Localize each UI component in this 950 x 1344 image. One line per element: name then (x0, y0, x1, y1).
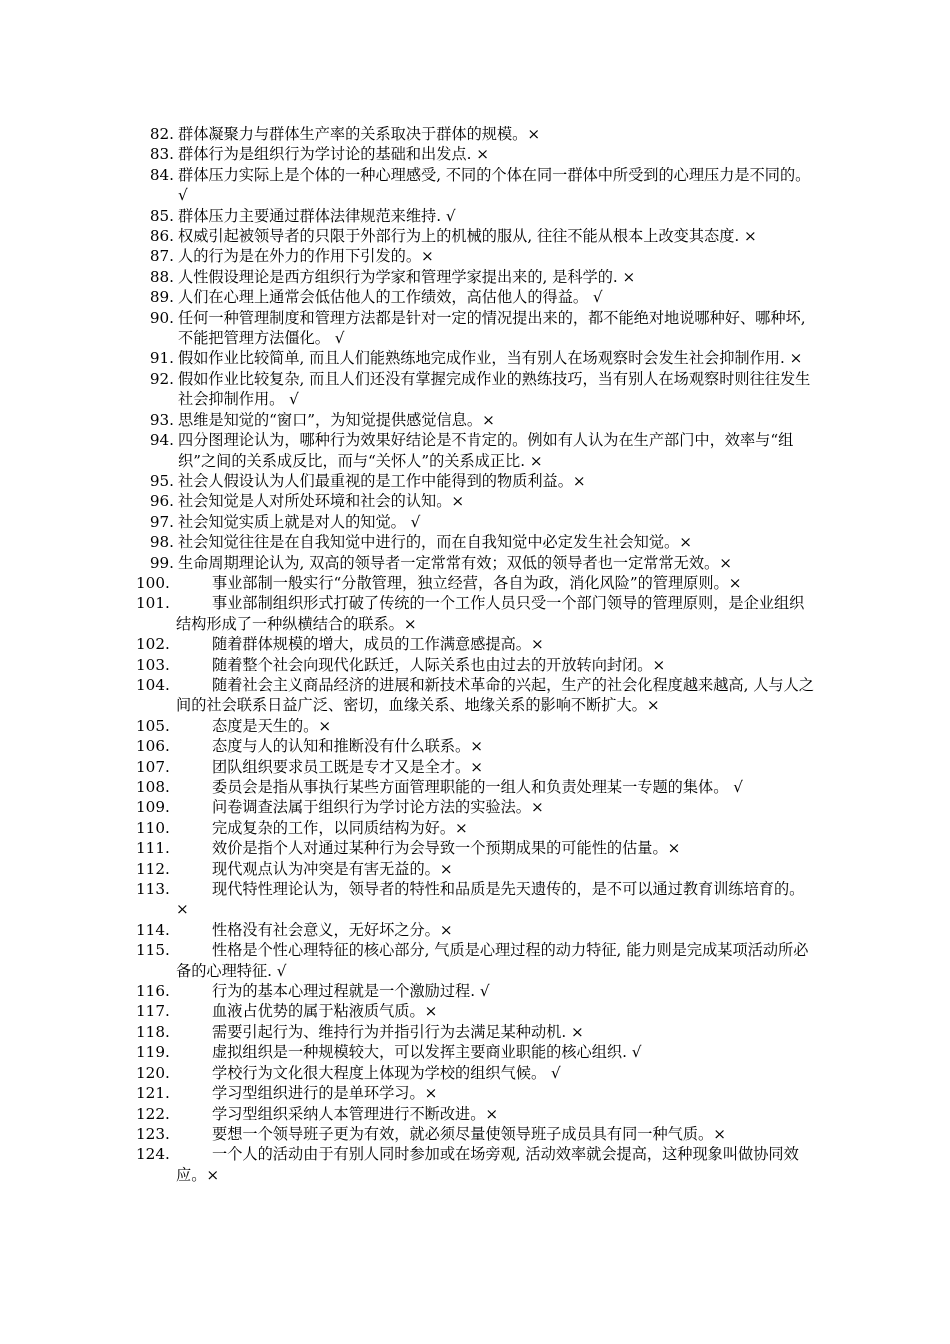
list-item (136, 1144, 816, 1185)
item-statement: 人的行为是在外力的作用下引发的。× (178, 247, 434, 266)
list-item (136, 1104, 816, 1124)
list-item (136, 655, 816, 675)
item-statement: 团队组织要求员工既是专才又是全才。× (212, 757, 483, 776)
list-item (136, 1022, 816, 1042)
item-statement: 问卷调查法属于组织行为学讨论方法的实验法。× (212, 798, 544, 817)
item-number: 98. (149, 533, 174, 552)
item-number: 99. (149, 553, 174, 572)
item-statement: 假如作业比较简单, 而且人们能熟练地完成作业，当有别人在场观察时会发生社会抑制作用. × (178, 349, 803, 368)
list-item (136, 430, 816, 471)
list-item (136, 553, 816, 573)
item-statement: 学校行为文化很大程度上体现为学校的组织气候。 √ (212, 1063, 561, 1082)
list-item (136, 206, 816, 226)
list-item (136, 1063, 816, 1083)
list-item (136, 940, 816, 981)
item-number: 96. (149, 492, 174, 511)
list-item (136, 226, 816, 246)
item-number: 115. (136, 941, 170, 960)
list-item (136, 797, 816, 817)
item-number: 101. (136, 594, 170, 613)
item-statement: 随着整个社会向现代化跃迁，人际关系也由过去的开放转向封闭。× (212, 655, 666, 674)
item-statement: 随着群体规模的增大，成员的工作满意感提高。× (212, 635, 544, 654)
item-number: 105. (136, 716, 170, 735)
item-number: 82. (149, 125, 174, 143)
item-number: 118. (136, 1022, 170, 1041)
item-statement: 事业部制组织形式打破了传统的一个工作人员只受一个部门领导的管理原则，是企业组织结构形成了一种纵横结合的联系。× (176, 594, 805, 633)
item-statement: 虚拟组织是一种规模较大，可以发挥主要商业职能的核心组织. √ (212, 1043, 642, 1062)
item-number: 110. (136, 818, 170, 837)
true-false-answer-list (136, 124, 816, 1185)
list-item (136, 246, 816, 266)
item-number: 106. (136, 737, 170, 756)
item-number: 121. (136, 1084, 170, 1103)
item-statement: 态度是天生的。× (212, 716, 332, 735)
item-number: 87. (149, 247, 174, 266)
item-statement: 思维是知觉的“窗口”，为知觉提供感觉信息。× (178, 410, 495, 429)
item-number: 104. (136, 675, 170, 694)
item-number: 102. (136, 635, 170, 654)
item-statement: 权威引起被领导者的只限于外部行为上的机械的服从, 往往不能从根本上改变其态度. × (178, 227, 757, 246)
item-statement: 完成复杂的工作，以同质结构为好。× (212, 818, 468, 837)
list-item (136, 1124, 816, 1144)
item-number: 93. (149, 410, 174, 429)
list-item (136, 981, 816, 1001)
list-item (136, 267, 816, 287)
item-number: 92. (149, 369, 174, 388)
item-number: 123. (136, 1124, 170, 1143)
item-number: 95. (149, 471, 174, 490)
item-statement: 社会人假设认为人们最重视的是工作中能得到的物质利益。× (178, 471, 586, 490)
list-item (136, 777, 816, 797)
item-statement: 现代观点认为冲突是有害无益的。× (212, 859, 453, 878)
list-item (136, 532, 816, 552)
item-number: 111. (136, 839, 170, 858)
item-statement: 效价是指个人对通过某种行为会导致一个预期成果的可能性的估量。× (212, 839, 681, 858)
item-number: 94. (149, 431, 174, 450)
item-number: 83. (149, 145, 174, 164)
item-statement: 学习型组织进行的是单环学习。× (212, 1084, 438, 1103)
list-item (136, 144, 816, 164)
item-statement: 社会知觉往往是在自我知觉中进行的，而在自我知觉中必定发生社会知觉。× (178, 533, 692, 552)
item-statement: 要想一个领导班子更为有效，就必须尽量使领导班子成员具有同一种气质。× (212, 1124, 726, 1143)
list-item (136, 716, 816, 736)
item-number: 86. (149, 227, 174, 246)
item-number: 97. (149, 512, 174, 531)
item-statement: 态度与人的认知和推断没有什么联系。× (212, 737, 483, 756)
list-item (136, 634, 816, 654)
list-item (136, 287, 816, 307)
list-item (136, 165, 816, 206)
list-item (136, 818, 816, 838)
item-number: 85. (149, 206, 174, 225)
item-number: 114. (136, 920, 170, 939)
item-statement: 群体压力实际上是个体的一种心理感受, 不同的个体在同一群体中所受到的心理压力是不同的。 √ (178, 165, 811, 205)
item-statement: 一个人的活动由于有别人同时参加或在场旁观, 活动效率就会提高，这种现象叫做协同效应。× (176, 1145, 799, 1184)
list-item (136, 593, 816, 634)
item-statement: 性格是个性心理特征的核心部分, 气质是心理过程的动力特征, 能力则是完成某项活动所必备的心理特征. √ (176, 941, 809, 980)
item-statement: 现代特性理论认为，领导者的特性和品质是先天遗传的，是不可以通过教育训练培育的。× (176, 880, 805, 919)
item-statement: 群体行为是组织行为学讨论的基础和出发点. × (178, 145, 489, 164)
list-item (136, 1083, 816, 1103)
item-statement: 事业部制一般实行“分散管理，独立经营，各自为政，消化风险”的管理原则。× (212, 573, 742, 592)
list-item (136, 348, 816, 368)
item-statement: 人们在心理上通常会低估他人的工作绩效，高估他人的得益。 √ (178, 288, 603, 307)
item-statement: 行为的基本心理过程就是一个激励过程. √ (212, 982, 490, 1001)
item-number: 119. (136, 1043, 170, 1062)
item-number: 113. (136, 880, 170, 899)
item-number: 89. (149, 288, 174, 307)
item-statement: 任何一种管理制度和管理方法都是针对一定的情况提出来的，都不能绝对地说哪种好、哪种坏, 不能把管理方法僵化。 √ (178, 308, 806, 348)
list-item (136, 308, 816, 349)
item-number: 107. (136, 757, 170, 776)
item-statement: 社会知觉是人对所处环境和社会的认知。× (178, 492, 465, 511)
item-number: 120. (136, 1063, 170, 1082)
list-item (136, 573, 816, 593)
item-number: 91. (149, 349, 174, 368)
item-number: 112. (136, 859, 170, 878)
list-item (136, 124, 816, 144)
item-statement: 四分图理论认为，哪种行为效果好结论是不肯定的。例如有人认为在生产部门中，效率与“组织”之间的关系成反比，而与“关怀人”的关系成正比. × (178, 431, 794, 470)
list-item (136, 471, 816, 491)
item-statement: 群体凝聚力与群体生产率的关系取决于群体的规模。× (178, 125, 541, 143)
item-statement: 群体压力主要通过群体法律规范来维持. √ (178, 206, 456, 225)
item-number: 108. (136, 778, 170, 796)
item-number: 88. (149, 267, 174, 286)
item-number: 84. (149, 165, 174, 184)
item-statement: 假如作业比较复杂, 而且人们还没有掌握完成作业的熟练技巧，当有别人在场观察时则往往发生社会抑制作用。 √ (178, 369, 811, 409)
list-item (136, 491, 816, 511)
list-item (136, 838, 816, 858)
item-number: 122. (136, 1104, 170, 1123)
list-item (136, 736, 816, 756)
item-statement: 委员会是指从事执行某些方面管理职能的一组人和负责处理某一专题的集体。 √ (212, 778, 743, 796)
item-number: 100. (136, 573, 170, 592)
list-item (136, 920, 816, 940)
list-item (136, 369, 816, 410)
list-item (136, 410, 816, 430)
item-number: 90. (149, 308, 174, 327)
item-statement: 性格没有社会意义，无好坏之分。× (212, 920, 453, 939)
list-item (136, 757, 816, 777)
item-statement: 随着社会主义商品经济的进展和新技术革命的兴起，生产的社会化程度越来越高, 人与人之间的社会联系日益广泛、密切，血缘关系、地缘关系的影响不断扩大。× (176, 675, 814, 715)
item-number: 124. (136, 1145, 170, 1164)
item-statement: 生命周期理论认为, 双高的领导者一定常常有效；双低的领导者也一定常常无效。× (178, 553, 732, 572)
item-number: 116. (136, 982, 170, 1001)
item-statement: 需要引起行为、维持行为并指引行为去满足某种动机. × (212, 1022, 584, 1041)
item-statement: 人性假设理论是西方组织行为学家和管理学家提出来的, 是科学的. × (178, 267, 636, 286)
list-item (136, 675, 816, 716)
item-statement: 社会知觉实质上就是对人的知觉。 √ (178, 512, 421, 531)
list-item (136, 1001, 816, 1021)
item-statement: 血液占优势的属于粘液质气质。× (212, 1002, 438, 1021)
list-item (136, 859, 816, 879)
item-number: 109. (136, 798, 170, 817)
item-number: 103. (136, 655, 170, 674)
list-item (136, 1042, 816, 1062)
item-statement: 学习型组织采纳人本管理进行不断改进。× (212, 1104, 499, 1123)
item-number: 117. (136, 1002, 170, 1021)
list-item (136, 512, 816, 532)
list-item (136, 879, 816, 920)
